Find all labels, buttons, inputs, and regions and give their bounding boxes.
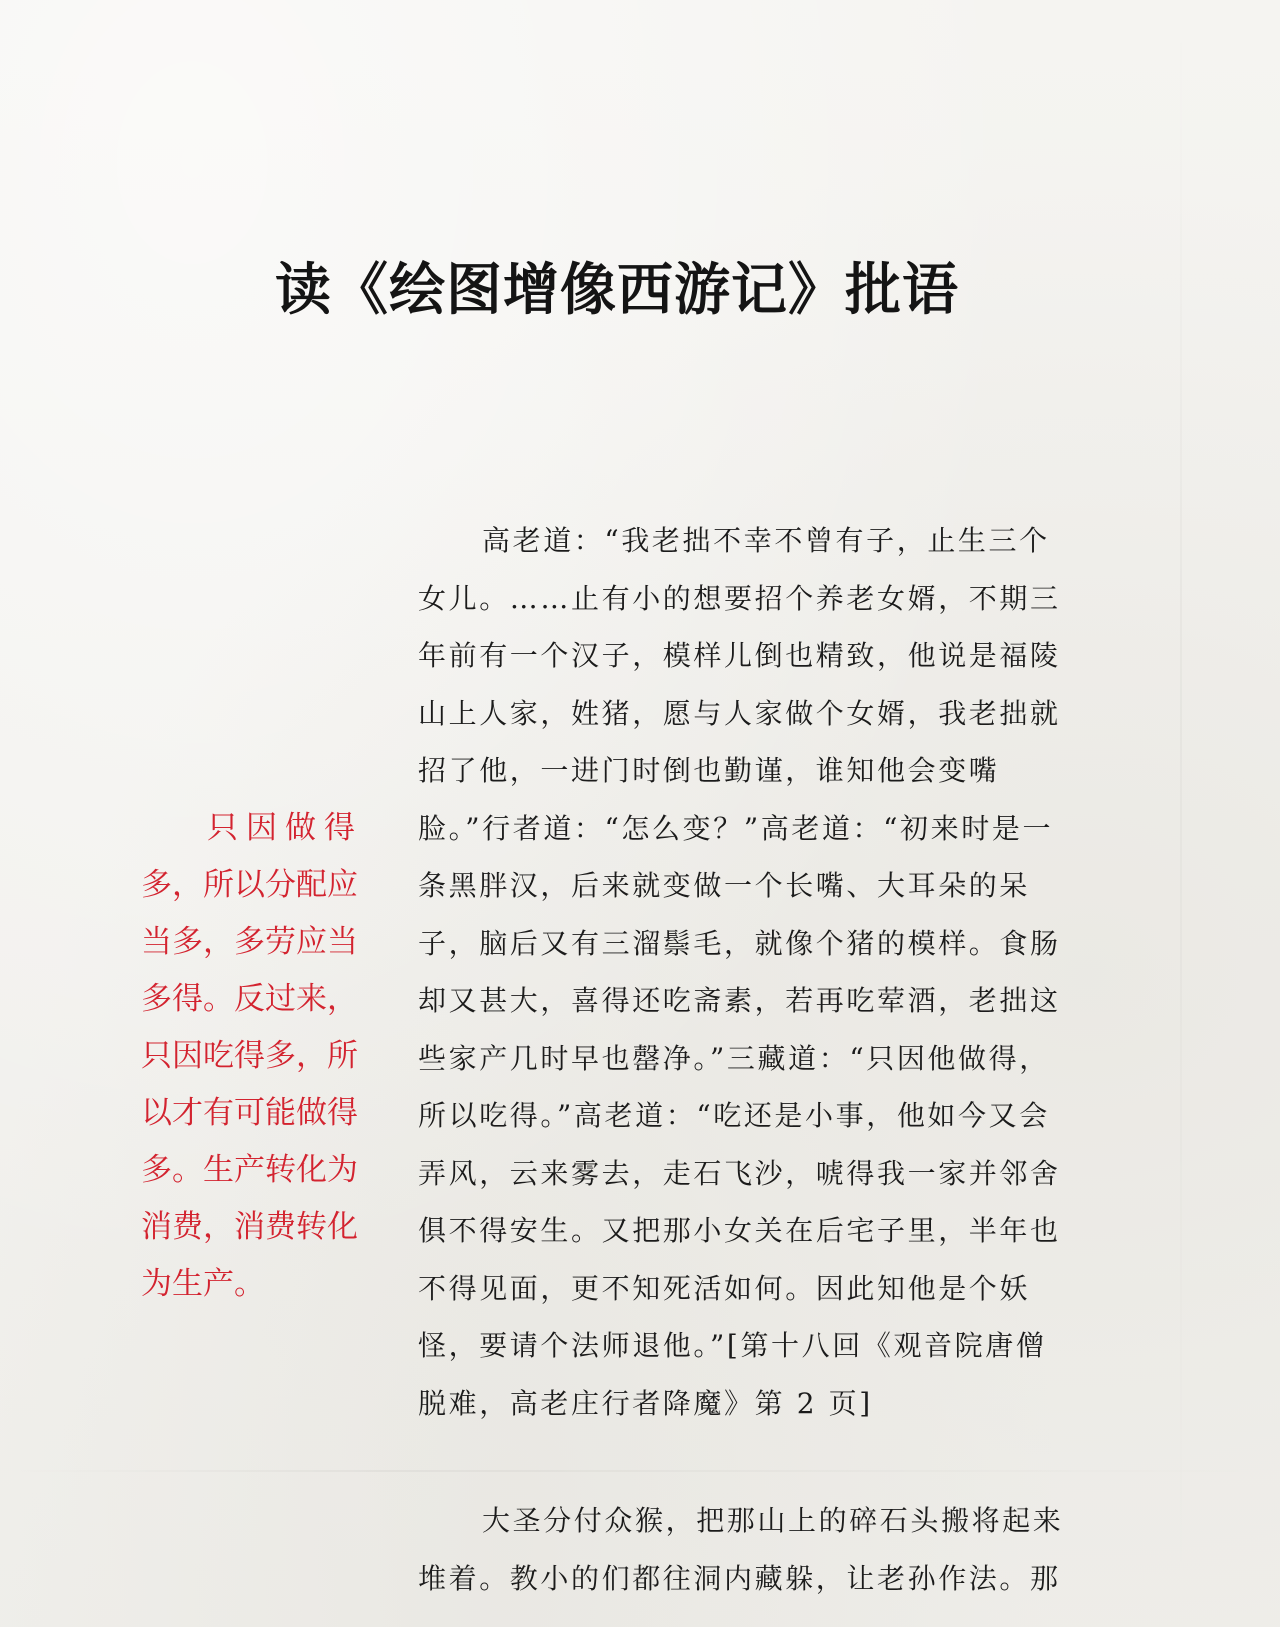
text-line: 山上人家，姓猪，愿与人家做个女婿，我老拙就 xyxy=(418,696,1061,730)
text-line: 脸。”行者道：“怎么变？”高老道：“初来时是一 xyxy=(418,811,1054,845)
text-line: 子，脑后又有三溜鬃毛，就像个猪的模样。食肠 xyxy=(418,926,1061,960)
paragraph-2 xyxy=(418,1492,1098,1607)
body-text xyxy=(418,512,1098,1607)
page-title: 读《绘图增像西游记》批语 xyxy=(275,257,959,323)
text-line: 却又甚大，喜得还吃斋素，若再吃荤酒，老拙这 xyxy=(418,984,1061,1017)
text-line: 弄风，云来雾去，走石飞沙，唬得我一家并邻舍 xyxy=(418,1156,1061,1190)
text-line: 所以吃得。”高老道：“吃还是小事，他如今又会 xyxy=(418,1099,1050,1132)
annotation-line: 多得。反过来， xyxy=(141,981,358,1017)
annotation-line: 以才有可能做得 xyxy=(141,1095,358,1131)
annotation-line: 多。生产转化为 xyxy=(141,1152,358,1188)
text-line: 俱不得安生。又把那小女关在后宅子里，半年也 xyxy=(418,1214,1061,1247)
text-line: 大圣分付众猴，把那山上的碎石头搬将起来 xyxy=(482,1504,1064,1537)
annotation-line: 为生产。 xyxy=(141,1266,265,1302)
text-line: 不得见面，更不知死活如何。因此知他是个妖 xyxy=(418,1271,1031,1305)
text-line: 堆着。教小的们都往洞内藏躲，让老孙作法。那 xyxy=(418,1561,1061,1595)
annotation-line: 只因吃得多，所 xyxy=(141,1038,358,1074)
text-line: 高老道：“我老拙不幸不曾有子，止生三个 xyxy=(482,524,1050,557)
annotation-line: 当多，多劳应当 xyxy=(141,924,358,960)
text-line: 女儿。……止有小的想要招个养老女婿，不期三 xyxy=(418,581,1061,615)
text-line: 脱难，高老庄行者降魔》第 2 页] xyxy=(418,1386,873,1420)
annotation-line: 消费，消费转化 xyxy=(141,1209,358,1245)
paper-crease xyxy=(1180,0,1182,1627)
text-line: 些家产几时早也罄净。”三藏道：“只因他做得， xyxy=(418,1041,1050,1075)
paragraph-1 xyxy=(418,512,1098,1432)
text-line: 年前有一个汉子，模样儿倒也精致，他说是福陵 xyxy=(418,639,1061,672)
annotation-line: 只因做得 xyxy=(207,810,363,846)
text-line: 怪，要请个法师退他。”[第十八回《观音院唐僧 xyxy=(418,1329,1047,1362)
text-line: 条黑胖汉，后来就变做一个长嘴、大耳朵的呆 xyxy=(418,869,1031,902)
text-line: 招了他，一进门时倒也勤谨，谁知他会变嘴 xyxy=(418,754,1000,787)
marginal-annotation xyxy=(141,800,373,1313)
annotation-line: 多，所以分配应 xyxy=(141,867,358,903)
